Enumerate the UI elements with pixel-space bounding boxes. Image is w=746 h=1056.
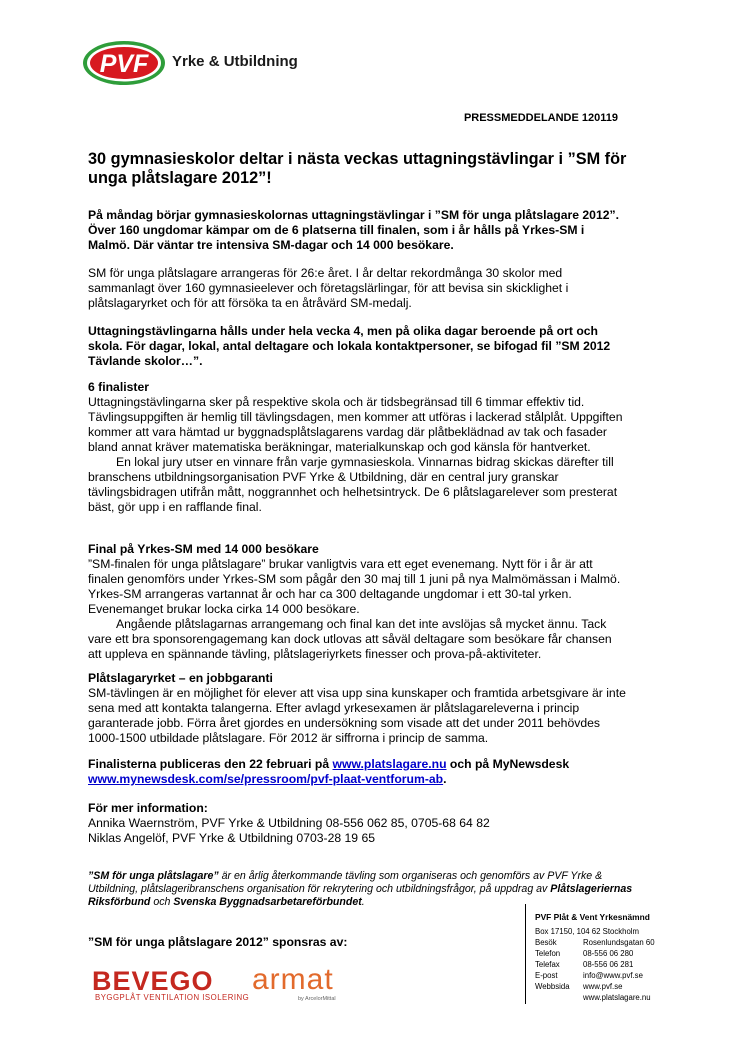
org-row-value: 08-556 06 281 [583,960,634,969]
section-paragraph: SM-tävlingen är en möjlighet för elever att visa upp sina kunskaper och framtida arbetsgivare är inte sena med att kontakta talangerna. Efter avlagd yrkesexamen är plåtslagareleverna i princip garanterade jobb. Förra året gjordes en undersökning som visade att det under 2011 behövdes 1000-1500 utbildade plåtslagare. För 2012 är siffrorna i princip de samma. [88,686,626,745]
org-address: Box 17150, 104 62 Stockholm [535,927,640,936]
section-final [88,542,628,662]
armat-tagline: by ArcelorMittal [298,996,336,1002]
about-paragraph [88,870,633,909]
about-bold: Plåtslageriernas Riksförbund [88,882,633,908]
bevego-logo: BEVEGO [92,966,214,996]
headline: 30 gymnasieskolor deltar i nästa veckas uttagningstävlingar i ”SM för unga plåtslagare 2012”! [88,150,627,187]
press-release-label: PRESSMEDDELANDE 120119 [463,112,618,124]
about-text: och [150,895,174,908]
section-finalists [88,380,628,515]
publish-paragraph [88,757,628,787]
publish-text: Finalisterna publiceras den 22 februari på [88,757,333,771]
section-paragraph: ”SM-finalen för unga plåtslagare” brukar vanligtvis vara ett eget evenemang. Nytt för i år är att finalen genomförs under Yrkes-SM som pågår den 30 maj till 1 juni på nya Malmömässan i Malmö. Yrkes-SM arrangeras vartannat år och har ca 300 deltagande ungdomar i ett 30-tal yrken. Evenemanget brukar locka cirka 14 000 besökare. [88,557,621,616]
info-paragraph: Uttagningstävlingarna hålls under hela vecka 4, men på olika dagar beroende på ort och skola. För dagar, lokal, antal deltagare och lokala kontaktpersoner, se bifogad fil ”SM 2012 Tävlande skolor…”. [88,324,611,368]
sponsor-line: ”SM för unga plåtslagare 2012” sponsras av: [88,935,348,949]
section-paragraph: Angående plåtslagarnas arrangemang och final kan det inte avslöjas så mycket ännu. Tack vare ett bra sponsorengagemang kan dock utlovas att såväl deltagare som besökare får chansen att uppleva en spännande tävling, plåtslageriyrkets finesser och prova-på-aktiviteter. [88,617,612,661]
publish-text: . [443,772,447,786]
platslagare-link[interactable]: www.platslagare.nu [332,757,447,771]
about-text: . [361,895,365,908]
brand-name: Yrke & Utbildning [172,53,298,70]
section-heading: 6 finalister [88,380,149,394]
contact-line: Niklas Angelöf, PVF Yrke & Utbildning 0703-28 19 65 [88,831,376,845]
contact-line: Annika Waernström, PVF Yrke & Utbildning 08-556 062 85, 0705-68 64 82 [88,816,490,830]
org-row-label: Telefon [535,949,561,958]
lead-paragraph: På måndag börjar gymnasieskolornas uttagningstävlingar i ”SM för unga plåtslagare 2012”. Över 160 ungdomar kämpar om de 6 platserna till finalen, som i år hålls på Yrkes-SM i Malmö. Där väntar tre intensiva SM-dagar och 14 000 besökare. [88,208,619,252]
mynewsdesk-link[interactable]: www.mynewsdesk.com/se/pressroom/pvf-plaat-ventforum-ab [88,772,444,786]
org-row-value: 08-556 06 280 [583,949,634,958]
org-row-label: Webbsida [535,982,570,991]
publish-text: och på MyNewsdesk [446,757,570,771]
about-bold: ”SM för unga plåtslagare” [88,869,219,882]
section-paragraph: En lokal jury utser en vinnare från varje gymnasieskola. Vinnarnas bidrag skickas därefter till branschens utbildningsorganisation PVF Yrke & Utbildning, där en central jury granskar tävlingsbidragen utifrån mått, noggrannhet och helhetsintryck. De 6 plåtslagarelever som presterat bäst, gör upp i en rafflande final. [88,455,618,514]
pvf-logo [82,39,166,87]
more-info-heading: För mer information: [88,801,208,815]
bevego-tagline: BYGGPLÅT VENTILATION ISOLERING [95,993,250,1002]
org-row-value: info@www.pvf.se [583,971,643,980]
org-row-value: www.pvf.se [583,982,623,991]
org-row-label: E-post [535,971,558,980]
about-bold: Svenska Byggnadsarbetareförbundet [173,895,362,908]
more-info [88,801,628,846]
org-row-label: Telefax [535,960,560,969]
armat-logo: armat [252,963,334,996]
section-paragraph: Uttagningstävlingarna sker på respektive skola och är tidsbegränsad till 6 timmar effektiv tid. Tävlingsuppgiften är hemlig till tävlingsdagen, men kommer att utföras i lackerad stålplåt. Uppgiften kommer att vara hämtad ur byggnadsplåtslagarens vardag där plåtbeklädnad av tak och fasader bland annat kräver matematiska beräkningar, materialkunskap och god känsla för hantverket. [88,395,623,454]
section-job [88,671,628,746]
logo-text: PVF [99,50,149,78]
section-heading: Plåtslagaryrket – en jobbgaranti [88,671,273,685]
intro-paragraph: SM för unga plåtslagare arrangeras för 26:e året. I år deltar rekordmånga 30 skolor med sammanlagt över 160 gymnasieelever och företagslärlingar, för att bevisa sin skicklighet i plåtslagaryrket och för att försöka ta en åtråvärd SM-medalj. [88,266,569,310]
org-row-value: www.platslagare.nu [583,993,651,1002]
section-heading: Final på Yrkes-SM med 14 000 besökare [88,542,319,556]
org-row-value: Rosenlundsgatan 60 [583,938,655,947]
org-row-label: Besök [535,938,557,947]
about-text: är en årlig återkommande tävling som organiseras och genomförs av PVF Yrke & Utbildning, plåtslageribranschens organisation för rekrytering och utbildningsfrågor, på uppdrag av [88,869,603,895]
org-title: PVF Plåt & Vent Yrkesnämnd [535,912,650,922]
